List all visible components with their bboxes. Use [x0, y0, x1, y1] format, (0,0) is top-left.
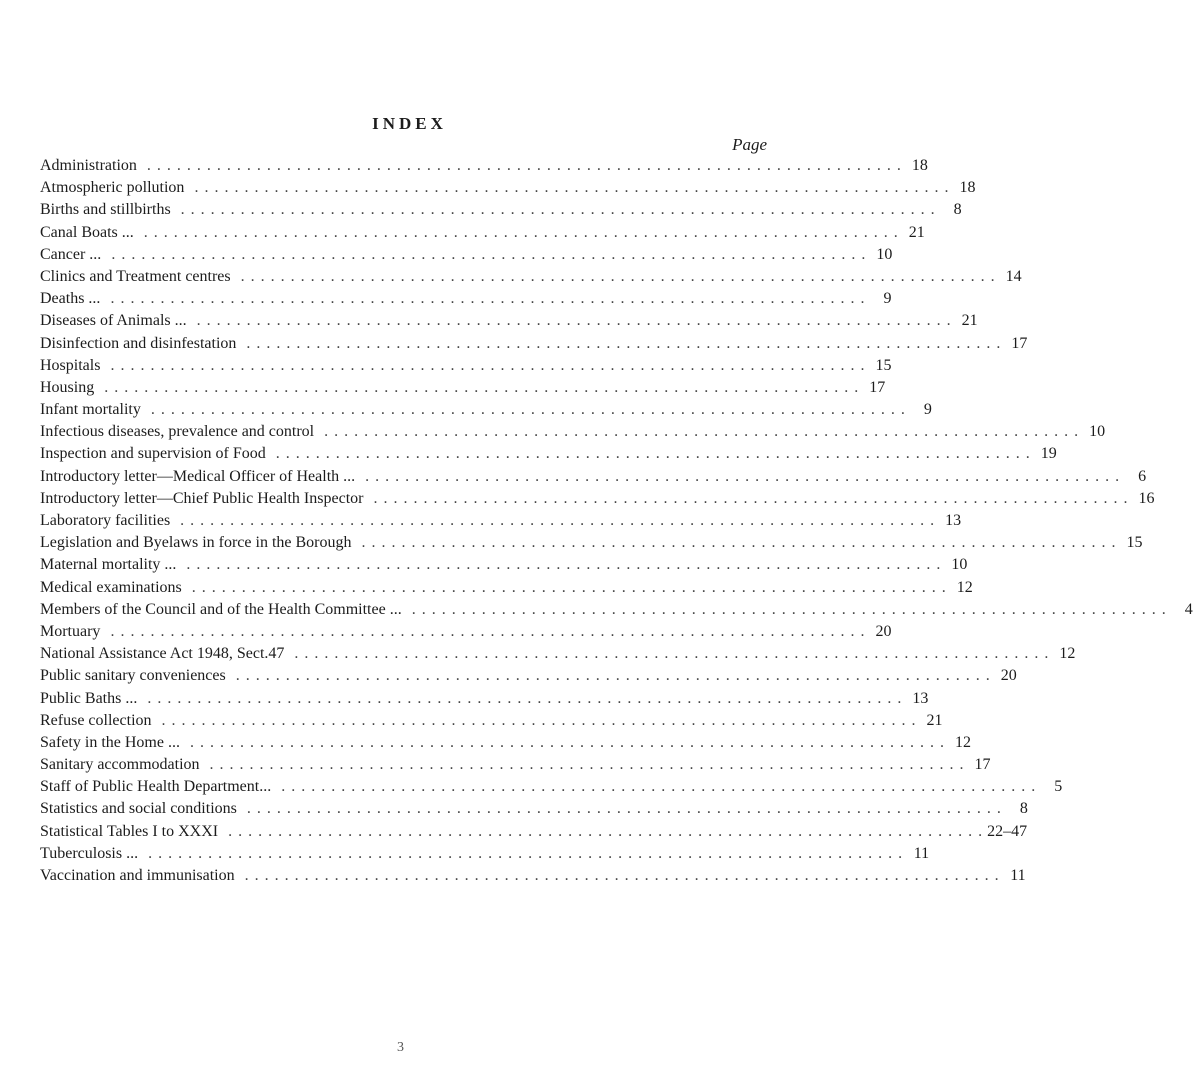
dot-leader: . . . . . . . . . . . . . . . . . . . . . . . . . . . . . . . . . . . . . . . . . . . . . . . . . . . . . . . . . . . . . . . . . . . . . . . . . . . .	[324, 423, 1080, 441]
dot-leader: . . . . . . . . . . . . . . . . . . . . . . . . . . . . . . . . . . . . . . . . . . . . . . . . . . . . . . . . . . . . . . . . . . . . . . . . . . . .	[365, 467, 1121, 485]
entry-label: Sanitary accommodation	[40, 756, 200, 774]
index-entry	[40, 177, 976, 199]
entry-page-number: 10	[951, 556, 968, 574]
index-entry	[40, 643, 1076, 665]
index-entry	[40, 821, 1028, 843]
dot-leader: . . . . . . . . . . . . . . . . . . . . . . . . . . . . . . . . . . . . . . . . . . . . . . . . . . . . . . . . . . . . . . . . . . . . . . . . . . . .	[146, 157, 902, 174]
entry-page-number: 9	[923, 401, 932, 419]
index-entry	[40, 222, 925, 244]
entry-page-number: 10	[1089, 423, 1106, 441]
dot-leader: . . . . . . . . . . . . . . . . . . . . . . . . . . . . . . . . . . . . . . . . . . . . . . . . . . . . . . . . . . . . . . . . . . . . . . . . . . . .	[147, 689, 903, 707]
entry-label: Medical examinations	[40, 578, 182, 596]
entry-page-number: 13	[945, 512, 962, 529]
index-entry	[40, 599, 1193, 621]
entry-label: Public sanitary conveniences	[40, 667, 226, 685]
entry-label: Refuse collection	[40, 711, 152, 729]
dot-leader: . . . . . . . . . . . . . . . . . . . . . . . . . . . . . . . . . . . . . . . . . . . . . . . . . . . . . . . . . . . . . . . . . . . . . . . . . . . .	[235, 667, 991, 685]
entry-label: Inspection and supervision of Food	[40, 445, 266, 463]
entry-page-number: 13	[912, 689, 929, 707]
entry-label: Introductory letter—Medical Officer of Health ...	[40, 467, 356, 485]
entry-page-number: 17	[869, 378, 886, 396]
entry-label: Staff of Public Health Department...	[40, 778, 272, 796]
index-entry	[40, 399, 932, 421]
index-entry	[40, 421, 1106, 443]
dot-leader: . . . . . . . . . . . . . . . . . . . . . . . . . . . . . . . . . . . . . . . . . . . . . . . . . . . . . . . . . . . . . . . . . . . . . . . . . . . .	[161, 711, 917, 729]
dot-leader: . . . . . . . . . . . . . . . . . . . . . . . . . . . . . . . . . . . . . . . . . . . . . . . . . . . . . . . . . . . . . . . . . . . . . . . . . . . .	[104, 378, 860, 396]
dot-leader: . . . . . . . . . . . . . . . . . . . . . . . . . . . . . . . . . . . . . . . . . . . . . . . . . . . . . . . . . . . . . . . . . . . . . . . . . . . .	[294, 645, 1050, 663]
dot-leader: . . . . . . . . . . . . . . . . . . . . . . . . . . . . . . . . . . . . . . . . . . . . . . . . . . . . . . . . . . . . . . . . . . . . . . . . . . . .	[148, 844, 904, 862]
entry-label: Atmospheric pollution	[40, 179, 185, 197]
entry-page-number: 12	[956, 578, 973, 596]
index-entry	[40, 288, 892, 310]
dot-leader: . . . . . . . . . . . . . . . . . . . . . . . . . . . . . . . . . . . . . . . . . . . . . . . . . . . . . . . . . . . . . . . . . . . . . . . . . . . .	[191, 578, 947, 596]
entry-label: Legislation and Byelaws in force in the Borough	[40, 534, 352, 552]
dot-leader: . . . . . . . . . . . . . . . . . . . . . . . . . . . . . . . . . . . . . . . . . . . . . . . . . . . . . . . . . . . . . . . . . . . . . . . . . . . .	[180, 512, 936, 529]
index-entry	[40, 843, 930, 865]
entry-label: Housing	[40, 378, 95, 396]
entry-page-number: 15	[1126, 534, 1143, 552]
entry-label: Infectious diseases, prevalence and control	[40, 423, 315, 441]
entry-label: Births and stillbirths	[40, 201, 171, 219]
index-entry	[40, 155, 928, 177]
index-entry	[40, 776, 1063, 798]
index-entry	[40, 577, 973, 599]
entry-page-number: 6	[1138, 467, 1147, 485]
entry-label: Hospitals	[40, 356, 101, 374]
index-entry	[40, 710, 943, 732]
entry-page-number: 19	[1040, 445, 1057, 463]
entry-label: Tuberculosis ...	[40, 844, 139, 862]
entry-label: Introductory letter—Chief Public Health Inspector	[40, 489, 364, 507]
entry-page-number: 16	[1138, 489, 1155, 507]
entry-page-number: 21	[961, 312, 978, 330]
index-entry	[40, 688, 929, 710]
entry-page-number: 12	[1059, 645, 1076, 663]
index-entry	[40, 621, 892, 643]
entry-page-number: 10	[876, 245, 893, 263]
entry-label: Laboratory facilities	[40, 512, 171, 529]
entry-page-number: 17	[974, 756, 991, 774]
index-entry	[40, 554, 968, 576]
entry-label: Cancer ...	[40, 245, 102, 263]
dot-leader: . . . . . . . . . . . . . . . . . . . . . . . . . . . . . . . . . . . . . . . . . . . . . . . . . . . . . . . . . . . . . . . . . . . . . . . . . . . .	[244, 867, 1000, 884]
index-entry	[40, 355, 892, 377]
entry-page-number: 14	[1005, 267, 1022, 285]
entry-label: Mortuary	[40, 622, 101, 640]
entry-label: Statistics and social conditions	[40, 800, 237, 818]
page-column-header: Page	[732, 135, 767, 154]
entry-page-number: 21	[908, 223, 925, 241]
dot-leader: . . . . . . . . . . . . . . . . . . . . . . . . . . . . . . . . . . . . . . . . . . . . . . . . . . . . . . . . . . . . . . . . . . . . . . . . . . . .	[186, 556, 942, 574]
entry-label: National Assistance Act 1948, Sect.47	[40, 645, 285, 663]
entry-page-number: 15	[875, 356, 892, 374]
index-entry	[40, 510, 962, 532]
entry-page-number: 11	[1010, 867, 1026, 884]
index-entry	[40, 865, 1026, 887]
dot-leader: . . . . . . . . . . . . . . . . . . . . . . . . . . . . . . . . . . . . . . . . . . . . . . . . . . . . . . . . . . . . . . . . . . . . . . . . . . . .	[361, 534, 1117, 552]
entry-page-number: 8	[1019, 800, 1028, 818]
entry-label: Clinics and Treatment centres	[40, 267, 231, 285]
dot-leader: . . . . . . . . . . . . . . . . . . . . . . . . . . . . . . . . . . . . . . . . . . . . . . . . . . . . . . . . . . . . . . . . . . . . . . . . . . . .	[143, 223, 899, 241]
dot-leader: . . . . . . . . . . . . . . . . . . . . . . . . . . . . . . . . . . . . . . . . . . . . . . . . . . . . . . . . . . . . . . . . . . . . . . . . . . . .	[240, 267, 996, 285]
entry-label: Diseases of Animals ...	[40, 312, 187, 330]
dot-leader: . . . . . . . . . . . . . . . . . . . . . . . . . . . . . . . . . . . . . . . . . . . . . . . . . . . . . . . . . . . . . . . . . . . . . . . . . . . .	[110, 290, 866, 308]
entry-label: Disinfection and disinfestation	[40, 334, 237, 352]
entry-page-number: 12	[954, 733, 971, 751]
entry-label: Administration	[40, 157, 137, 174]
entry-page-number: 18	[911, 157, 928, 174]
entry-label: Canal Boats ...	[40, 223, 134, 241]
index-entry	[40, 665, 1017, 687]
index-entry	[40, 244, 893, 266]
entry-page-number: 11	[913, 844, 930, 862]
entry-page-number: 4	[1184, 600, 1193, 618]
dot-leader: . . . . . . . . . . . . . . . . . . . . . . . . . . . . . . . . . . . . . . . . . . . . . . . . . . . . . . . . . . . . . . . . . . . . . . . . . . . .	[209, 756, 965, 774]
index-list	[40, 155, 1193, 887]
dot-leader: . . . . . . . . . . . . . . . . . . . . . . . . . . . . . . . . . . . . . . . . . . . . . . . . . . . . . . . . . . . . . . . . . . . . . . . . . . . .	[150, 401, 906, 419]
entry-label: Deaths ...	[40, 290, 101, 308]
entry-label: Statistical Tables I to XXXI	[40, 822, 219, 840]
index-entry	[40, 333, 1028, 355]
dot-leader: . . . . . . . . . . . . . . . . . . . . . . . . . . . . . . . . . . . . . . . . . . . . . . . . . . . . . . . . . . . . . . . . . . . . . . . . . . . .	[373, 489, 1129, 507]
dot-leader: . . . . . . . . . . . . . . . . . . . . . . . . . . . . . . . . . . . . . . . . . . . . . . . . . . . . . . . . . . . . . . . . . . . . . . . . . . . .	[228, 822, 984, 840]
entry-page-number: 18	[959, 179, 976, 197]
dot-leader: . . . . . . . . . . . . . . . . . . . . . . . . . . . . . . . . . . . . . . . . . . . . . . . . . . . . . . . . . . . . . . . . . . . . . . . . . . . .	[196, 312, 952, 330]
entry-page-number: 8	[953, 201, 962, 219]
dot-leader: . . . . . . . . . . . . . . . . . . . . . . . . . . . . . . . . . . . . . . . . . . . . . . . . . . . . . . . . . . . . . . . . . . . . . . . . . . . .	[275, 445, 1031, 463]
entry-label: Vaccination and immunisation	[40, 867, 235, 884]
entry-page-number: 20	[875, 622, 892, 640]
index-entry	[40, 443, 1057, 465]
dot-leader: . . . . . . . . . . . . . . . . . . . . . . . . . . . . . . . . . . . . . . . . . . . . . . . . . . . . . . . . . . . . . . . . . . . . . . . . . . . .	[281, 778, 1037, 796]
index-entry	[40, 310, 978, 332]
entry-page-number: 17	[1011, 334, 1028, 352]
dot-leader: . . . . . . . . . . . . . . . . . . . . . . . . . . . . . . . . . . . . . . . . . . . . . . . . . . . . . . . . . . . . . . . . . . . . . . . . . . . .	[246, 800, 1002, 818]
index-entry	[40, 199, 962, 221]
dot-leader: . . . . . . . . . . . . . . . . . . . . . . . . . . . . . . . . . . . . . . . . . . . . . . . . . . . . . . . . . . . . . . . . . . . . . . . . . . . .	[194, 179, 950, 197]
dot-leader: . . . . . . . . . . . . . . . . . . . . . . . . . . . . . . . . . . . . . . . . . . . . . . . . . . . . . . . . . . . . . . . . . . . . . . . . . . . .	[180, 201, 936, 219]
dot-leader: . . . . . . . . . . . . . . . . . . . . . . . . . . . . . . . . . . . . . . . . . . . . . . . . . . . . . . . . . . . . . . . . . . . . . . . . . . . .	[110, 622, 866, 640]
index-entry	[40, 488, 1155, 510]
entry-label: Safety in the Home ...	[40, 733, 180, 751]
dot-leader: . . . . . . . . . . . . . . . . . . . . . . . . . . . . . . . . . . . . . . . . . . . . . . . . . . . . . . . . . . . . . . . . . . . . . . . . . . . .	[189, 733, 945, 751]
index-entry	[40, 532, 1143, 554]
index-entry	[40, 732, 971, 754]
dot-leader: . . . . . . . . . . . . . . . . . . . . . . . . . . . . . . . . . . . . . . . . . . . . . . . . . . . . . . . . . . . . . . . . . . . . . . . . . . . .	[411, 600, 1167, 618]
entry-page-number: 20	[1000, 667, 1017, 685]
entry-page-number: 9	[883, 290, 892, 308]
dot-leader: . . . . . . . . . . . . . . . . . . . . . . . . . . . . . . . . . . . . . . . . . . . . . . . . . . . . . . . . . . . . . . . . . . . . . . . . . . . .	[246, 334, 1002, 352]
entry-page-number: 5	[1054, 778, 1063, 796]
index-entry	[40, 754, 991, 776]
dot-leader: . . . . . . . . . . . . . . . . . . . . . . . . . . . . . . . . . . . . . . . . . . . . . . . . . . . . . . . . . . . . . . . . . . . . . . . . . . . .	[111, 245, 867, 263]
index-entry	[40, 377, 886, 399]
entry-page-number: 21	[926, 711, 943, 729]
entry-label: Public Baths ...	[40, 689, 138, 707]
dot-leader: . . . . . . . . . . . . . . . . . . . . . . . . . . . . . . . . . . . . . . . . . . . . . . . . . . . . . . . . . . . . . . . . . . . . . . . . . . . .	[110, 356, 866, 374]
entry-label: Members of the Council and of the Health Committee ...	[40, 600, 402, 618]
entry-label: Infant mortality	[40, 401, 141, 419]
page-title: INDEX	[372, 114, 447, 133]
index-entry	[40, 266, 1022, 288]
entry-label: Maternal mortality ...	[40, 556, 177, 574]
index-entry	[40, 798, 1028, 820]
entry-page-number: 22–47	[987, 822, 1028, 840]
page-number: 3	[397, 1040, 404, 1055]
index-entry	[40, 466, 1147, 488]
